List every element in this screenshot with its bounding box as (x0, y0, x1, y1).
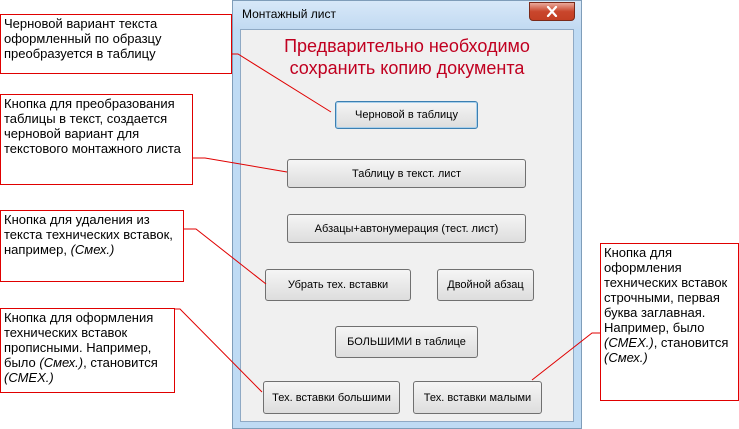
warning-line-1: Предварительно необходимо (284, 36, 530, 56)
inserts-lower-button[interactable]: Тех. вставки малыми (413, 381, 542, 414)
callout-inserts-upper (0, 308, 175, 393)
caps-in-table-button[interactable]: БОЛЬШИМИ в таблице (335, 326, 478, 358)
callout-inserts-lower (600, 243, 739, 401)
window-title: Монтажный лист (242, 7, 336, 21)
callout-1-connector (232, 54, 331, 112)
callout-5-connector (532, 333, 600, 380)
callout-5-example-from: (СМЕХ.) (604, 335, 654, 350)
callout-4-connector (175, 309, 262, 392)
callout-4-text-before: Кнопка для оформления технических вставок прописными. Например, было (4, 310, 154, 370)
callout-draft-to-table (0, 14, 232, 74)
callout-3-connector (184, 229, 266, 284)
callout-5-text-before: Кнопка для оформления технических вставок строчными, первая буква заглавная. Например, было (604, 245, 728, 335)
inserts-upper-button[interactable]: Тех. вставки большими (263, 381, 400, 414)
paragraphs-numbering-button[interactable]: Абзацы+автонумерация (тест. лист) (287, 214, 526, 243)
callout-5-example-to: (Смех.) (604, 350, 648, 365)
table-to-text-button[interactable]: Таблицу в текст. лист (287, 159, 526, 188)
callout-1-text: Черновой вариант текста оформленный по образцу преобразуется в таблицу (4, 16, 162, 61)
callout-3-example: (Смех.) (70, 242, 115, 257)
callout-table-to-text (0, 94, 193, 185)
draft-to-table-button[interactable]: Черновой в таблицу (335, 101, 478, 129)
callout-5-text-middle: , становится (653, 335, 729, 350)
warning-line-2: сохранить копию документа (289, 58, 525, 78)
remove-inserts-button[interactable]: Убрать тех. вставки (265, 269, 411, 301)
callout-3-text: Кнопка для удаления из текста технических вставок, например, (4, 212, 173, 257)
callout-2-connector (193, 158, 287, 172)
double-paragraph-button[interactable]: Двойной абзац (437, 269, 534, 301)
callout-4-example-to: (СМЕХ.) (4, 370, 54, 385)
callout-remove-inserts (0, 210, 184, 282)
callout-4-text-middle: , становится (83, 355, 158, 370)
callout-2-text: Кнопка для преобразования таблицы в текст, создается черновой вариант для текстового монтажного листа (4, 96, 181, 156)
callout-4-example-from: (Смех.) (39, 355, 84, 370)
